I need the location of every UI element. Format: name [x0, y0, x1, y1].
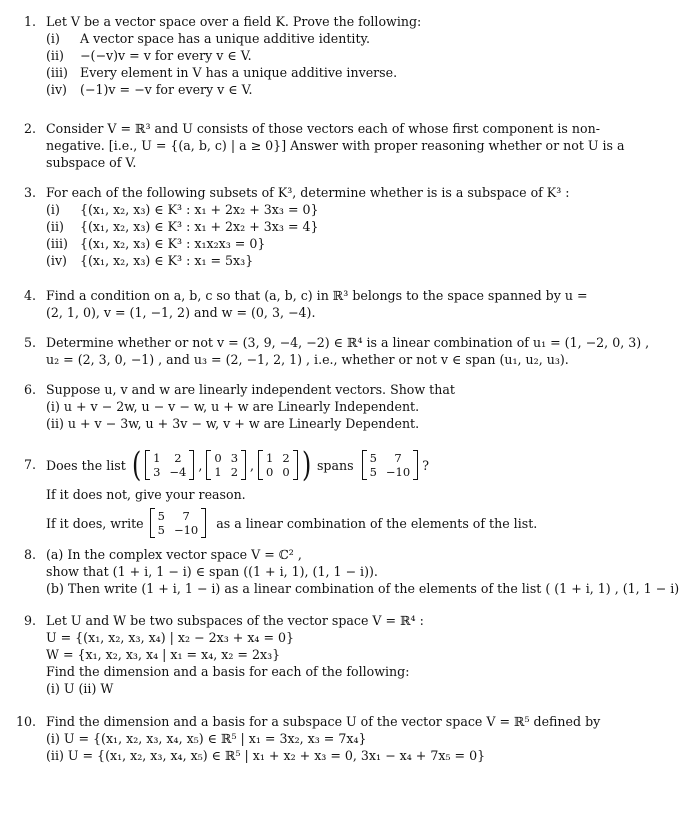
matrix-cell: −10	[173, 523, 199, 537]
sub-text: {(x₁, x₂, x₃) ∈ K³ : x₁x₂x₃ = 0}	[80, 236, 266, 251]
matrix-c	[258, 450, 298, 480]
sub-text: Every element in V has a unique additive inverse.	[80, 65, 398, 80]
sub-item	[46, 218, 686, 235]
question-number: 1.	[23, 14, 36, 29]
question-3	[12, 184, 686, 269]
question-number: 7.	[23, 457, 36, 472]
write-prefix: If it does, write	[46, 515, 144, 531]
sub-text: {(x₁, x₂, x₃) ∈ K³ : x₁ + 2x₂ + 3x₃ = 0}	[80, 202, 319, 217]
sub-label: (i)	[46, 202, 60, 217]
matrix-b	[206, 450, 246, 480]
question-line: (ii) U = {(x₁, x₂, x₃, x₄, x₅) ∈ ℝ⁵ | x₁ + x₂ + x₃ = 0, 3x₁ − x₄ + 7x₅ = 0}	[46, 748, 486, 763]
question-line: u₂ = (2, 3, 0, −1) , and u₃ = (2, −1, 2, 1) , i.e., whether or not v ∈ span (u₁, u₂, u₃).	[46, 352, 569, 367]
question-line: negative. [i.e., U = {(a, b, c) | a ≥ 0}] Answer with proper reasoning whether or not U is a	[46, 138, 625, 153]
sub-label: (iv)	[46, 82, 67, 97]
sub-item	[46, 47, 686, 64]
write-suffix: as a linear combination of the elements of the list.	[216, 515, 538, 531]
spans-word: spans	[316, 457, 354, 473]
matrix-cell: 1	[153, 451, 161, 465]
question-number: 9.	[23, 613, 36, 628]
question-line: (ii) u + v − 3w, u + 3v − w, v + w are Linearly Dependent.	[46, 416, 420, 431]
sub-label: (iii)	[46, 65, 68, 80]
question-mark: ?	[422, 457, 429, 473]
sub-label: (i)	[46, 31, 60, 46]
question-7	[12, 444, 686, 543]
question-number: 5.	[23, 335, 36, 350]
write-row	[46, 503, 686, 543]
question-intro: Let V be a vector space over a field K. Prove the following:	[46, 14, 422, 29]
matrix-cell: 0	[282, 465, 290, 479]
question-10	[12, 713, 686, 764]
matrix-cell: 2	[282, 451, 290, 465]
question-line: (2, 1, 0), v = (1, −1, 2) and w = (0, 3, −4).	[46, 305, 316, 320]
sub-item	[46, 235, 686, 252]
question-number: 4.	[23, 288, 36, 303]
question-line: Consider V = ℝ³ and U consists of those vectors each of whose first component is non-	[46, 121, 600, 136]
question-2	[12, 120, 686, 171]
matrix-cell: 2	[230, 465, 239, 479]
matrix-cell: 5	[157, 523, 165, 537]
question-line: Find a condition on a, b, c so that (a, b, c) in ℝ³ belongs to the space spanned by u =	[46, 288, 588, 303]
matrix-cell: 3	[153, 465, 161, 479]
question-4	[12, 287, 686, 321]
sub-label: (ii)	[46, 48, 64, 63]
question-line: If it does not, give your reason.	[46, 487, 246, 502]
matrix-a	[145, 450, 194, 480]
matrix-cell: −10	[385, 465, 411, 479]
open-paren: (	[131, 445, 142, 485]
matrix-cell: 3	[230, 451, 239, 465]
sub-item	[46, 201, 686, 218]
question-intro: Let U and W be two subspaces of the vector space V = ℝ⁴ :	[46, 613, 424, 628]
question-intro: For each of the following subsets of K³, determine whether is is a subspace of K³ :	[46, 185, 570, 200]
sub-text: A vector space has a unique additive identity.	[80, 31, 370, 46]
question-intro: Suppose u, v and w are linearly independent vectors. Show that	[46, 382, 455, 397]
close-paren: )	[301, 445, 311, 485]
sub-item	[46, 30, 686, 47]
matrix-cell: 5	[369, 451, 377, 465]
question-line: (b) Then write (1 + i, 1 − i) as a linear combination of the elements of the list ( (1 + i, 1) , (1, 1 − i)	[46, 581, 680, 596]
question-number: 6.	[23, 382, 36, 397]
sub-label: (ii)	[46, 219, 64, 234]
sub-label: (iv)	[46, 253, 67, 268]
question-number: 2.	[23, 121, 36, 136]
target-matrix	[362, 450, 419, 480]
comma: ,	[250, 457, 255, 473]
target-matrix	[150, 508, 207, 538]
question-line: (i) U = {(x₁, x₂, x₃, x₄, x₅) ∈ ℝ⁵ | x₁ = 3x₂, x₃ = 7x₄}	[46, 731, 367, 746]
question-9	[12, 612, 686, 697]
matrix-cell: −4	[169, 465, 187, 479]
question-number: 10.	[15, 714, 36, 729]
question-line: subspace of V.	[46, 155, 137, 170]
matrix-cell: 1	[266, 451, 274, 465]
question-intro: Find the dimension and a basis for a subspace U of the vector space V = ℝ⁵ defined by	[46, 714, 601, 729]
question-line: (i) u + v − 2w, u − v − w, u + w are Linearly Independent.	[46, 399, 420, 414]
question-line: U = {(x₁, x₂, x₃, x₄) | x₂ − 2x₃ + x₄ = 0}	[46, 630, 295, 645]
sub-text: (−1)v = −v for every v ∈ V.	[80, 82, 253, 97]
question-line: (a) In the complex vector space V = ℂ² ,	[46, 547, 302, 562]
question-8	[12, 546, 686, 597]
matrix-cell: 5	[369, 465, 377, 479]
matrix-cell: 0	[214, 451, 222, 465]
matrix-cell: 1	[214, 465, 222, 479]
matrix-list-row	[46, 444, 686, 486]
matrix-cell: 7	[394, 451, 402, 465]
question-line: show that (1 + i, 1 − i) ∈ span ((1 + i, 1), (1, 1 − i)).	[46, 564, 378, 579]
question-line: (i) U (ii) W	[46, 681, 114, 696]
matrix-cell: 5	[157, 509, 165, 523]
sub-text: {(x₁, x₂, x₃) ∈ K³ : x₁ = 5x₃}	[80, 253, 254, 268]
question-number: 8.	[23, 547, 36, 562]
matrix-cell: 7	[182, 509, 190, 523]
question-5	[12, 334, 686, 368]
sub-item	[46, 64, 686, 81]
sub-text: {(x₁, x₂, x₃) ∈ K³ : x₁ + 2x₂ + 3x₃ = 4}	[80, 219, 319, 234]
question-6	[12, 381, 686, 432]
sub-text: −(−v)v = v for every v ∈ V.	[80, 48, 252, 63]
matrix-cell: 2	[174, 451, 182, 465]
comma: ,	[198, 457, 203, 473]
question-line: Find the dimension and a basis for each of the following:	[46, 664, 410, 679]
question-1	[12, 13, 686, 98]
question-prefix: Does the list	[46, 457, 126, 473]
question-number: 3.	[23, 185, 36, 200]
question-line: Determine whether or not v = (3, 9, −4, −2) ∈ ℝ⁴ is a linear combination of u₁ = (1, −2, 0, 3) ,	[46, 335, 650, 350]
matrix-cell: 0	[266, 465, 274, 479]
question-line: W = {x₁, x₂, x₃, x₄ | x₁ = x₄, x₂ = 2x₃}	[46, 647, 281, 662]
sub-item	[46, 81, 686, 98]
sub-item	[46, 252, 686, 269]
sub-label: (iii)	[46, 236, 68, 251]
